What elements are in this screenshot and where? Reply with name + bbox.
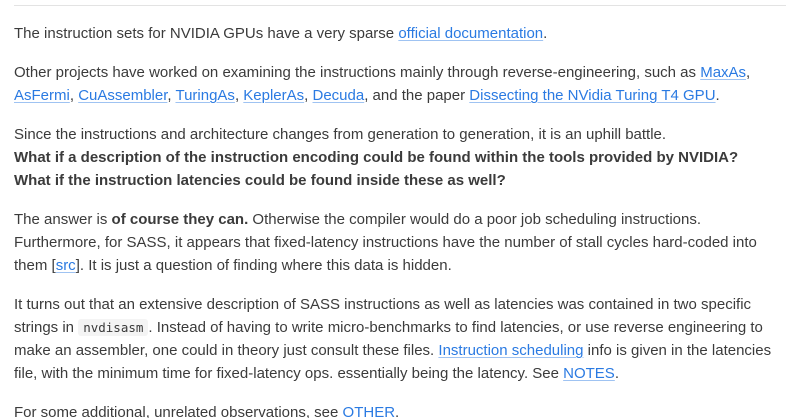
paragraph: The instruction sets for NVIDIA GPUs have a very sparse official documentation. <box>14 25 548 42</box>
paragraph: It turns out that an extensive description of SASS instructions as well as latencies was contained in two specific strings in nvdisasm . Instead of having to write micro-benchmarks to find latencies, or use reverse engineering to make an assembler, one could in theory just consult these files. Instruction scheduling info is given in the latencies file, with the minimum time for fixed-latency ops. essentially being the latency. See NOTES. <box>14 296 772 382</box>
link[interactable]: KeplerAs <box>243 87 305 104</box>
link[interactable]: MaxAs <box>700 64 747 81</box>
bold-text: of course they can. <box>111 211 249 228</box>
paragraph: Other projects have worked on examining the instructions mainly through reverse-engineering, such as MaxAs, AsFermi, CuAssembler, TuringAs, KeplerAs, Decuda, and the paper Dissecting the NVidia Turing T4 GPU. <box>14 64 751 104</box>
bold-text: What if the instruction latencies could be found inside these as well? <box>14 172 506 189</box>
top-divider <box>14 5 786 6</box>
code-span: nvdisasm <box>78 319 148 336</box>
link[interactable]: NOTES <box>563 365 615 382</box>
paragraph: Since the instructions and architecture changes from generation to generation, it is an uphill battle. What if a description of the instruction encoding could be found within the tools provided by NVIDIA? What if the instruction latencies could be found inside these as well? <box>14 126 739 189</box>
bold-text: What if a description of the instruction encoding could be found within the tools provided by NVIDIA? <box>14 149 739 166</box>
link[interactable]: Decuda <box>312 87 365 104</box>
article-body <box>14 22 786 418</box>
link[interactable]: TuringAs <box>175 87 235 104</box>
paragraph: For some additional, unrelated observations, see OTHER. <box>14 401 786 418</box>
link[interactable]: official documentation <box>398 25 544 42</box>
paragraph: The answer is of course they can. Otherwise the compiler would do a poor job scheduling instructions. Furthermore, for SASS, it appears that fixed-latency instructions have the number of stall cycles hard-coded into them [src]. It is just a question of finding where this data is hidden. <box>14 211 757 274</box>
link[interactable]: CuAssembler <box>78 87 168 104</box>
link[interactable]: OTHER <box>342 404 396 418</box>
link[interactable]: src <box>55 257 76 274</box>
link[interactable]: AsFermi <box>14 87 70 104</box>
link[interactable]: Instruction scheduling <box>438 342 584 359</box>
link[interactable]: Dissecting the NVidia Turing T4 GPU <box>469 87 716 104</box>
